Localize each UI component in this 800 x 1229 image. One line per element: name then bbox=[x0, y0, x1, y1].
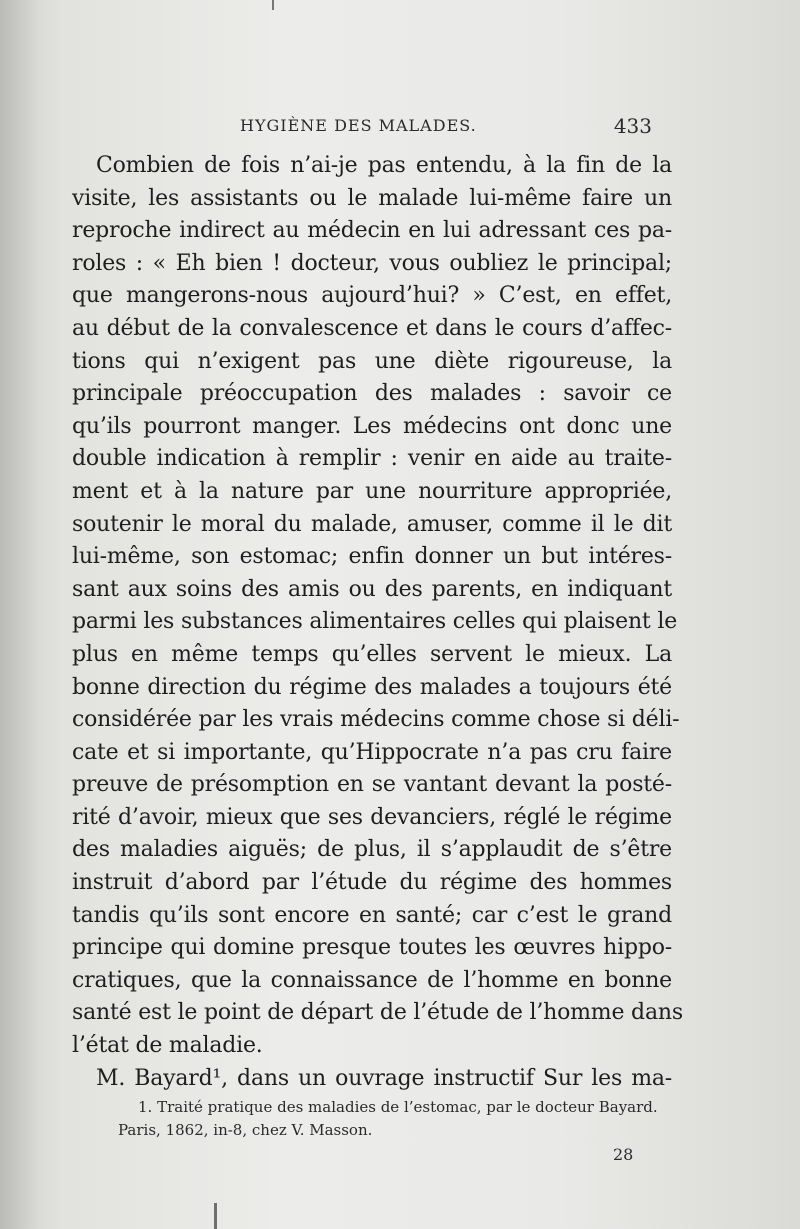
text-line: visite, les assistants ou le malade lui-même faire un bbox=[72, 185, 672, 211]
text-line: instruit d’abord par l’étude du régime des hommes bbox=[72, 870, 672, 896]
top-margin-mark bbox=[272, 0, 274, 10]
text-line: Combien de fois n’ai-je pas entendu, à la fin de la bbox=[96, 153, 672, 178]
text-line: principale préoccupation des malades : savoir ce bbox=[72, 381, 672, 407]
text-line: principe qui domine presque toutes les œuvres hippo- bbox=[72, 935, 672, 961]
text-line: soutenir le moral du malade, amuser, comme il le dit bbox=[72, 511, 672, 537]
text-line: l’état de maladie. bbox=[72, 1033, 263, 1059]
text-line: lui-même, son estomac; enfin donner un but intéres- bbox=[72, 544, 672, 570]
text-line: parmi les substances alimentaires celles qui plaisent le bbox=[72, 609, 678, 635]
text-line: tions qui n’exigent pas une diète rigoureuse, la bbox=[72, 348, 672, 374]
text-line: M. Bayard¹, dans un ouvrage instructif Sur les ma- bbox=[96, 1065, 672, 1091]
text-line: des maladies aiguës; de plus, il s’applaudit de s’être bbox=[72, 837, 672, 863]
text-line: qu’ils pourront manger. Les médecins ont donc une bbox=[72, 413, 672, 439]
text-line: considérée par les vrais médecins comme chose si déli- bbox=[72, 707, 680, 733]
text-line: santé est le point de départ de l’étude de l’homme dans bbox=[72, 1000, 683, 1026]
text-line: au début de la convalescence et dans le cours d’affec- bbox=[72, 315, 672, 341]
body-text bbox=[72, 150, 683, 1095]
text-line: cratiques, que la connaissance de l’homme en bonne bbox=[72, 967, 672, 993]
footnote bbox=[118, 1096, 698, 1142]
text-line: double indication à remplir : venir en aide au traite- bbox=[72, 446, 672, 472]
text-line: cate et si importante, qu’Hippocrate n’a pas cru faire bbox=[72, 739, 672, 765]
text-line: bonne direction du régime des malades a toujours été bbox=[72, 674, 672, 700]
footnote-line: 1. Traité pratique des maladies de l’estomac, par le docteur Bayard. bbox=[138, 1098, 658, 1116]
text-line: tandis qu’ils sont encore en santé; car c’est le grand bbox=[72, 902, 672, 928]
running-head bbox=[240, 116, 652, 142]
signature-mark: 28 bbox=[613, 1145, 634, 1164]
text-line: plus en même temps qu’elles servent le mieux. La bbox=[72, 641, 672, 667]
text-line: roles : « Eh bien ! docteur, vous oubliez le principal; bbox=[72, 250, 672, 276]
footnote-line: Paris, 1862, in-8, chez V. Masson. bbox=[118, 1121, 373, 1139]
text-line: rité d’avoir, mieux que ses devanciers, réglé le régime bbox=[72, 804, 672, 830]
text-line: sant aux soins des amis ou des parents, en indiquant bbox=[72, 576, 672, 602]
text-line: que mangerons-nous aujourd’hui? » C’est, en effet, bbox=[72, 283, 672, 309]
text-line: ment et à la nature par une nourriture appropriée, bbox=[72, 478, 672, 504]
running-title: HYGIÈNE DES MALADES. bbox=[240, 116, 477, 135]
binding-shadow bbox=[0, 0, 40, 1229]
text-line: preuve de présomption en se vantant devant la posté- bbox=[72, 772, 672, 798]
text-line: reproche indirect au médecin en lui adressant ces pa- bbox=[72, 218, 672, 244]
page-number: 433 bbox=[613, 114, 652, 138]
bottom-margin-mark bbox=[214, 1203, 217, 1229]
